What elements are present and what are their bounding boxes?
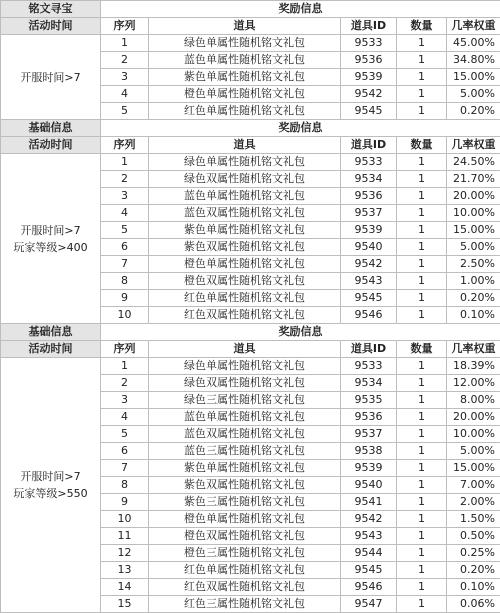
item-id-cell: 9536: [341, 188, 397, 205]
item-id-cell: 9539: [341, 460, 397, 477]
weight-cell: 0.20%: [447, 103, 500, 120]
condition-text: 玩家等级>400: [1, 239, 100, 256]
item-id-cell: 9540: [341, 239, 397, 256]
sequence-cell: 1: [101, 358, 149, 375]
sequence-cell: 2: [101, 171, 149, 188]
item-name-cell: 蓝色双属性随机铭文礼包: [149, 426, 341, 443]
item-name-cell: 绿色三属性随机铭文礼包: [149, 392, 341, 409]
quantity-cell: 1: [397, 171, 447, 188]
item-name-cell: 橙色双属性随机铭文礼包: [149, 528, 341, 545]
item-id-cell: 9536: [341, 52, 397, 69]
item-id-cell: 9534: [341, 375, 397, 392]
item-name-cell: 绿色单属性随机铭文礼包: [149, 154, 341, 171]
sequence-cell: 6: [101, 239, 149, 256]
sequence-cell: 5: [101, 222, 149, 239]
section-header-right: 奖励信息: [101, 324, 500, 341]
quantity-cell: 1: [397, 222, 447, 239]
item-name-cell: 蓝色单属性随机铭文礼包: [149, 188, 341, 205]
item-name-cell: 橙色单属性随机铭文礼包: [149, 511, 341, 528]
weight-cell: 34.80%: [447, 52, 500, 69]
item-name-cell: 橙色双属性随机铭文礼包: [149, 273, 341, 290]
condition-text: 开服时间>7: [1, 222, 100, 239]
item-name-cell: 蓝色单属性随机铭文礼包: [149, 409, 341, 426]
item-id-cell: 9542: [341, 511, 397, 528]
weight-cell: 1.00%: [447, 273, 500, 290]
table-row: [1, 154, 500, 171]
item-name-cell: 紫色单属性随机铭文礼包: [149, 222, 341, 239]
item-id-cell: 9538: [341, 443, 397, 460]
item-id-cell: 9547: [341, 596, 397, 613]
sequence-cell: 4: [101, 205, 149, 222]
item-id-cell: 9545: [341, 562, 397, 579]
weight-cell: 21.70%: [447, 171, 500, 188]
item-id-cell: 9543: [341, 273, 397, 290]
table-row: [1, 358, 500, 375]
sequence-cell: 3: [101, 69, 149, 86]
quantity-cell: 1: [397, 494, 447, 511]
weight-cell: 10.00%: [447, 205, 500, 222]
item-id-cell: 9536: [341, 409, 397, 426]
weight-cell: 0.20%: [447, 290, 500, 307]
item-id-cell: 9546: [341, 579, 397, 596]
quantity-cell: 1: [397, 154, 447, 171]
quantity-cell: 1: [397, 545, 447, 562]
sequence-cell: 7: [101, 256, 149, 273]
weight-cell: 20.00%: [447, 188, 500, 205]
quantity-cell: 1: [397, 256, 447, 273]
col-header-sequence: 序列: [101, 18, 149, 35]
sequence-cell: 3: [101, 188, 149, 205]
item-name-cell: 绿色单属性随机铭文礼包: [149, 358, 341, 375]
column-header-row: [1, 341, 500, 358]
weight-cell: 0.25%: [447, 545, 500, 562]
item-id-cell: 9533: [341, 154, 397, 171]
quantity-cell: 1: [397, 409, 447, 426]
column-header-row: [1, 18, 500, 35]
quantity-cell: 1: [397, 392, 447, 409]
table-row: [1, 35, 500, 52]
item-name-cell: 蓝色三属性随机铭文礼包: [149, 443, 341, 460]
item-id-cell: 9533: [341, 358, 397, 375]
weight-cell: 0.50%: [447, 528, 500, 545]
item-id-cell: 9542: [341, 256, 397, 273]
item-name-cell: 紫色三属性随机铭文礼包: [149, 494, 341, 511]
quantity-cell: 1: [397, 579, 447, 596]
section-header-row: [1, 324, 500, 341]
quantity-cell: 1: [397, 596, 447, 613]
weight-cell: 20.00%: [447, 409, 500, 426]
weight-cell: 0.06%: [447, 596, 500, 613]
col-header-activity-time: 活动时间: [1, 341, 101, 358]
item-name-cell: 红色单属性随机铭文礼包: [149, 103, 341, 120]
weight-cell: 18.39%: [447, 358, 500, 375]
quantity-cell: 1: [397, 562, 447, 579]
sequence-cell: 14: [101, 579, 149, 596]
condition-text: 玩家等级>550: [1, 485, 100, 502]
column-header-row: [1, 137, 500, 154]
quantity-cell: 1: [397, 86, 447, 103]
sequence-cell: 15: [101, 596, 149, 613]
section-header-left: 铭文寻宝: [1, 1, 101, 18]
col-header-item-id: 道具ID: [341, 18, 397, 35]
sequence-cell: 7: [101, 460, 149, 477]
weight-cell: 15.00%: [447, 460, 500, 477]
weight-cell: 1.50%: [447, 511, 500, 528]
item-id-cell: 9537: [341, 426, 397, 443]
col-header-item-id: 道具ID: [341, 137, 397, 154]
sequence-cell: 2: [101, 52, 149, 69]
item-id-cell: 9533: [341, 35, 397, 52]
quantity-cell: 1: [397, 273, 447, 290]
weight-cell: 7.00%: [447, 477, 500, 494]
col-header-sequence: 序列: [101, 137, 149, 154]
item-name-cell: 橙色三属性随机铭文礼包: [149, 545, 341, 562]
quantity-cell: 1: [397, 460, 447, 477]
item-id-cell: 9543: [341, 528, 397, 545]
weight-cell: 2.00%: [447, 494, 500, 511]
condition-text: 开服时间>7: [1, 69, 100, 86]
sequence-cell: 3: [101, 392, 149, 409]
item-id-cell: 9545: [341, 290, 397, 307]
quantity-cell: 1: [397, 443, 447, 460]
item-name-cell: 橙色单属性随机铭文礼包: [149, 256, 341, 273]
item-name-cell: 绿色双属性随机铭文礼包: [149, 375, 341, 392]
item-id-cell: 9535: [341, 392, 397, 409]
item-name-cell: 红色双属性随机铭文礼包: [149, 307, 341, 324]
sequence-cell: 10: [101, 307, 149, 324]
col-header-item: 道具: [149, 18, 341, 35]
quantity-cell: 1: [397, 375, 447, 392]
quantity-cell: 1: [397, 477, 447, 494]
col-header-weight: 几率权重: [447, 341, 500, 358]
sequence-cell: 5: [101, 103, 149, 120]
item-id-cell: 9539: [341, 69, 397, 86]
item-name-cell: 橙色单属性随机铭文礼包: [149, 86, 341, 103]
weight-cell: 24.50%: [447, 154, 500, 171]
item-name-cell: 红色单属性随机铭文礼包: [149, 562, 341, 579]
sequence-cell: 5: [101, 426, 149, 443]
quantity-cell: 1: [397, 239, 447, 256]
sequence-cell: 2: [101, 375, 149, 392]
item-id-cell: 9542: [341, 86, 397, 103]
weight-cell: 15.00%: [447, 222, 500, 239]
sequence-cell: 6: [101, 443, 149, 460]
weight-cell: 5.00%: [447, 239, 500, 256]
item-id-cell: 9540: [341, 477, 397, 494]
col-header-sequence: 序列: [101, 341, 149, 358]
section-header-right: 奖励信息: [101, 1, 500, 18]
sequence-cell: 8: [101, 477, 149, 494]
item-id-cell: 9546: [341, 307, 397, 324]
quantity-cell: 1: [397, 69, 447, 86]
quantity-cell: 1: [397, 426, 447, 443]
item-name-cell: 蓝色单属性随机铭文礼包: [149, 52, 341, 69]
weight-cell: 2.50%: [447, 256, 500, 273]
weight-cell: 8.00%: [447, 392, 500, 409]
section-header-left: 基础信息: [1, 324, 101, 341]
item-name-cell: 紫色双属性随机铭文礼包: [149, 477, 341, 494]
item-id-cell: 9544: [341, 545, 397, 562]
quantity-cell: 1: [397, 205, 447, 222]
col-header-item-id: 道具ID: [341, 341, 397, 358]
item-name-cell: 绿色单属性随机铭文礼包: [149, 35, 341, 52]
col-header-weight: 几率权重: [447, 18, 500, 35]
weight-cell: 0.20%: [447, 562, 500, 579]
sequence-cell: 4: [101, 409, 149, 426]
weight-cell: 0.10%: [447, 579, 500, 596]
sequence-cell: 9: [101, 494, 149, 511]
condition-text: 开服时间>7: [1, 468, 100, 485]
item-name-cell: 紫色双属性随机铭文礼包: [149, 239, 341, 256]
item-name-cell: 蓝色双属性随机铭文礼包: [149, 205, 341, 222]
sequence-cell: 11: [101, 528, 149, 545]
item-id-cell: 9537: [341, 205, 397, 222]
weight-cell: 12.00%: [447, 375, 500, 392]
section-header-row: [1, 120, 500, 137]
sequence-cell: 1: [101, 154, 149, 171]
item-name-cell: 紫色单属性随机铭文礼包: [149, 69, 341, 86]
weight-cell: 45.00%: [447, 35, 500, 52]
weight-cell: 5.00%: [447, 86, 500, 103]
item-name-cell: 绿色双属性随机铭文礼包: [149, 171, 341, 188]
sequence-cell: 9: [101, 290, 149, 307]
quantity-cell: 1: [397, 188, 447, 205]
item-id-cell: 9541: [341, 494, 397, 511]
weight-cell: 5.00%: [447, 443, 500, 460]
quantity-cell: 1: [397, 52, 447, 69]
col-header-item: 道具: [149, 341, 341, 358]
item-id-cell: 9539: [341, 222, 397, 239]
item-name-cell: 红色三属性随机铭文礼包: [149, 596, 341, 613]
quantity-cell: 1: [397, 511, 447, 528]
col-header-activity-time: 活动时间: [1, 18, 101, 35]
activity-condition-cell: [1, 154, 101, 324]
quantity-cell: 1: [397, 307, 447, 324]
item-id-cell: 9545: [341, 103, 397, 120]
item-name-cell: 红色双属性随机铭文礼包: [149, 579, 341, 596]
activity-condition-cell: [1, 35, 101, 120]
weight-cell: 0.10%: [447, 307, 500, 324]
section-header-left: 基础信息: [1, 120, 101, 137]
section-header-row: [1, 1, 500, 18]
quantity-cell: 1: [397, 290, 447, 307]
quantity-cell: 1: [397, 358, 447, 375]
col-header-activity-time: 活动时间: [1, 137, 101, 154]
item-name-cell: 红色单属性随机铭文礼包: [149, 290, 341, 307]
item-name-cell: 紫色单属性随机铭文礼包: [149, 460, 341, 477]
weight-cell: 10.00%: [447, 426, 500, 443]
sequence-cell: 10: [101, 511, 149, 528]
section-header-right: 奖励信息: [101, 120, 500, 137]
weight-cell: 15.00%: [447, 69, 500, 86]
quantity-cell: 1: [397, 103, 447, 120]
quantity-cell: 1: [397, 528, 447, 545]
quantity-cell: 1: [397, 35, 447, 52]
col-header-quantity: 数量: [397, 341, 447, 358]
sequence-cell: 12: [101, 545, 149, 562]
item-id-cell: 9534: [341, 171, 397, 188]
col-header-item: 道具: [149, 137, 341, 154]
col-header-weight: 几率权重: [447, 137, 500, 154]
col-header-quantity: 数量: [397, 18, 447, 35]
sequence-cell: 13: [101, 562, 149, 579]
sequence-cell: 4: [101, 86, 149, 103]
col-header-quantity: 数量: [397, 137, 447, 154]
sequence-cell: 1: [101, 35, 149, 52]
activity-condition-cell: [1, 358, 101, 613]
sequence-cell: 8: [101, 273, 149, 290]
